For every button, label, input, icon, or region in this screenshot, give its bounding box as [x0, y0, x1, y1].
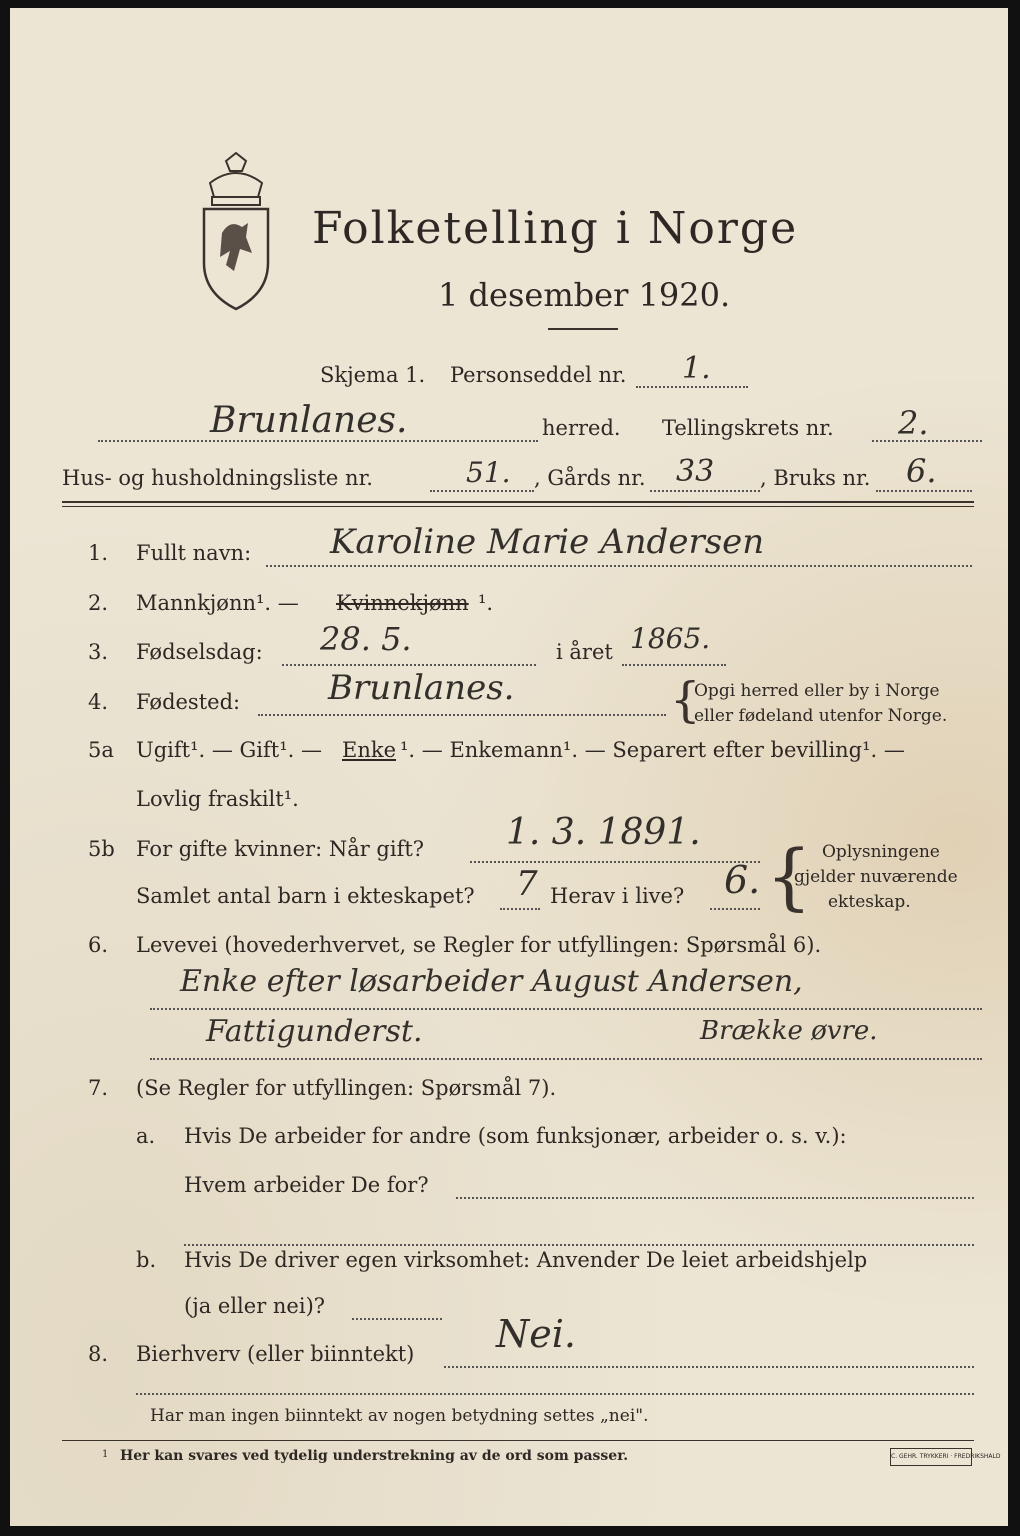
- bruks-value[interactable]: 6.: [906, 452, 937, 490]
- q5b-note-line2: gjelder nuværende: [794, 867, 958, 887]
- coat-of-arms-icon: [196, 153, 276, 313]
- q3-year-label: i året: [556, 640, 613, 664]
- personseddel-value[interactable]: 1.: [682, 351, 711, 386]
- q5b-note-line1: Oplysningene: [822, 842, 940, 862]
- bruks-label: , Bruks nr.: [760, 466, 871, 490]
- q7-number: 7.: [88, 1076, 109, 1100]
- male-option[interactable]: Mannkjønn¹. —: [136, 591, 299, 615]
- female-option[interactable]: Kvinnekjønn: [336, 591, 469, 615]
- alive-label: Herav i live?: [550, 884, 685, 908]
- husliste-label: Hus- og husholdningsliste nr.: [62, 466, 373, 490]
- q4-number: 4.: [88, 690, 109, 714]
- schema-label: Skjema 1.: [320, 363, 426, 387]
- q7b-number: b.: [136, 1248, 157, 1272]
- footnote-text: Her kan svares ved tydelig understrekning av de ord som passer.: [120, 1448, 629, 1464]
- q2-number: 2.: [88, 591, 109, 615]
- divorced-option[interactable]: Lovlig fraskilt¹.: [136, 787, 299, 811]
- q5b-number: 5b: [88, 837, 115, 861]
- husliste-value[interactable]: 51.: [466, 456, 511, 489]
- birthplace-value[interactable]: Brunlanes.: [328, 668, 515, 708]
- children-label: Samlet antal barn i ekteskapet?: [136, 884, 475, 908]
- q5b-label: For gifte kvinner: Når gift?: [136, 837, 425, 861]
- birthyear-value[interactable]: 1865.: [630, 622, 711, 655]
- q8-number: 8.: [88, 1342, 109, 1366]
- title-divider: [548, 328, 618, 330]
- tellingskrets-value[interactable]: 2.: [898, 404, 929, 442]
- gards-label: , Gårds nr.: [534, 466, 646, 490]
- female-option-mark: ¹.: [478, 591, 494, 615]
- printer-stamp: C. GEHR. TRYKKERI · FREDRIKSHALD: [890, 1448, 972, 1466]
- q7a-label: Hvis De arbeider for andre (som funksjonær, arbeider o. s. v.):: [184, 1124, 847, 1148]
- marriage-date-value[interactable]: 1. 3. 1891.: [506, 812, 701, 853]
- employer-field[interactable]: [456, 1197, 974, 1199]
- q3-label: Fødselsdag:: [136, 640, 263, 664]
- side-income-value[interactable]: Nei.: [496, 1312, 576, 1356]
- full-name-value[interactable]: Karoline Marie Andersen: [330, 522, 765, 562]
- widow-option[interactable]: Enke: [342, 738, 397, 762]
- q8-label: Bierhverv (eller biinntekt): [136, 1342, 415, 1366]
- q7b-label2: (ja eller nei)?: [184, 1294, 326, 1318]
- alive-value[interactable]: 6.: [724, 858, 761, 902]
- form-date: 1 desember 1920.: [438, 276, 731, 314]
- occupation-value-line2b[interactable]: Brække øvre.: [700, 1016, 878, 1046]
- footer-note: Har man ingen biinntekt av nogen betydning settes „nei".: [150, 1406, 649, 1426]
- tellingskrets-label: Tellingskrets nr.: [662, 416, 834, 440]
- q6-number: 6.: [88, 933, 109, 957]
- q1-number: 1.: [88, 541, 109, 565]
- q7-label: (Se Regler for utfyllingen: Spørsmål 7).: [136, 1076, 557, 1100]
- q7a-label2: Hvem arbeider De for?: [184, 1173, 429, 1197]
- gards-value[interactable]: 33: [676, 454, 715, 489]
- personseddel-label: Personseddel nr.: [450, 363, 627, 387]
- census-form-page: Folketelling i Norge 1 desember 1920. Skjema 1. Personseddel nr. 1. Brunlanes. herred. Tellingskrets nr. 2. Hus- og husholdningsliste nr. 51. , Gårds nr. 33 , Bruks nr. 6. 1. Fullt navn: Karoline Marie Andersen 2. Mannkjønn¹. — Kvinnekjønn ¹. 3. Fødselsdag: 28. 5. i året 1865. 4. Fødested: Brunlanes. { Opgi herred eller by i Norge eller fødeland utenfor Norge. 5a Ugift¹. — Gift¹. — Enke ¹. — Enkemann¹. — Separert efter bevilling¹. — Lovlig fraskilt¹. 5b For gifte kvinner: Når gift? 1. 3. 1891. Samlet antal barn i ekteskapet? 7 Herav i live? 6. { Oplysningene gjelder nuværende ekteskap. 6. Levevei (hovederhvervet, se Regler for utfyllingen: Spørsmål 6). Enke efter løsarbeider August Andersen, Fattigunderst. Brække øvre. 7. (Se Regler for utfyllingen: Spørsmål 7). a. Hvis De arbeider for andre (som funksjonær, arbeider o. s. v.): Hvem arbeider De for? b. Hvis De driver egen virksomhet: Anvender De leiet arbeidshjelp (ja eller nei)? 8. Bierhverv (eller biinntekt) Nei. Har man ingen biinntekt av nogen betydning settes „nei". 1 Her kan svares ved tydelig understrekning av de ord som passer. C. GEHR. TRYKKERI · FREDRIKSHALD: [10, 8, 1008, 1526]
- q1-label: Fullt navn:: [136, 541, 252, 565]
- header-rule: [62, 501, 974, 503]
- occupation-value-line2a[interactable]: Fattigunderst.: [206, 1014, 423, 1049]
- herred-value[interactable]: Brunlanes.: [210, 400, 408, 441]
- q4-note-line1: Opgi herred eller by i Norge: [694, 681, 940, 701]
- birthdate-value[interactable]: 28. 5.: [320, 620, 412, 658]
- q7b-label: Hvis De driver egen virksomhet: Anvender De leiet arbeidshjelp: [184, 1248, 868, 1272]
- q5b-note-line3: ekteskap.: [828, 892, 911, 912]
- q4-note-line2: eller fødeland utenfor Norge.: [694, 706, 948, 726]
- q5a-options-start[interactable]: Ugift¹. — Gift¹. —: [136, 738, 322, 762]
- q3-number: 3.: [88, 640, 109, 664]
- q5a-options-end[interactable]: ¹. — Enkemann¹. — Separert efter bevilling¹. —: [400, 738, 905, 762]
- herred-label: herred.: [542, 416, 621, 440]
- footnote-mark: 1: [102, 1449, 109, 1460]
- form-title: Folketelling i Norge: [312, 203, 799, 254]
- hired-help-field[interactable]: [352, 1318, 442, 1320]
- q4-label: Fødested:: [136, 690, 241, 714]
- children-value[interactable]: 7: [516, 864, 538, 904]
- q5a-number: 5a: [88, 738, 114, 762]
- q6-label: Levevei (hovederhvervet, se Regler for utfyllingen: Spørsmål 6).: [136, 933, 822, 957]
- q7a-number: a.: [136, 1124, 156, 1148]
- occupation-value-line1[interactable]: Enke efter løsarbeider August Andersen,: [180, 964, 803, 999]
